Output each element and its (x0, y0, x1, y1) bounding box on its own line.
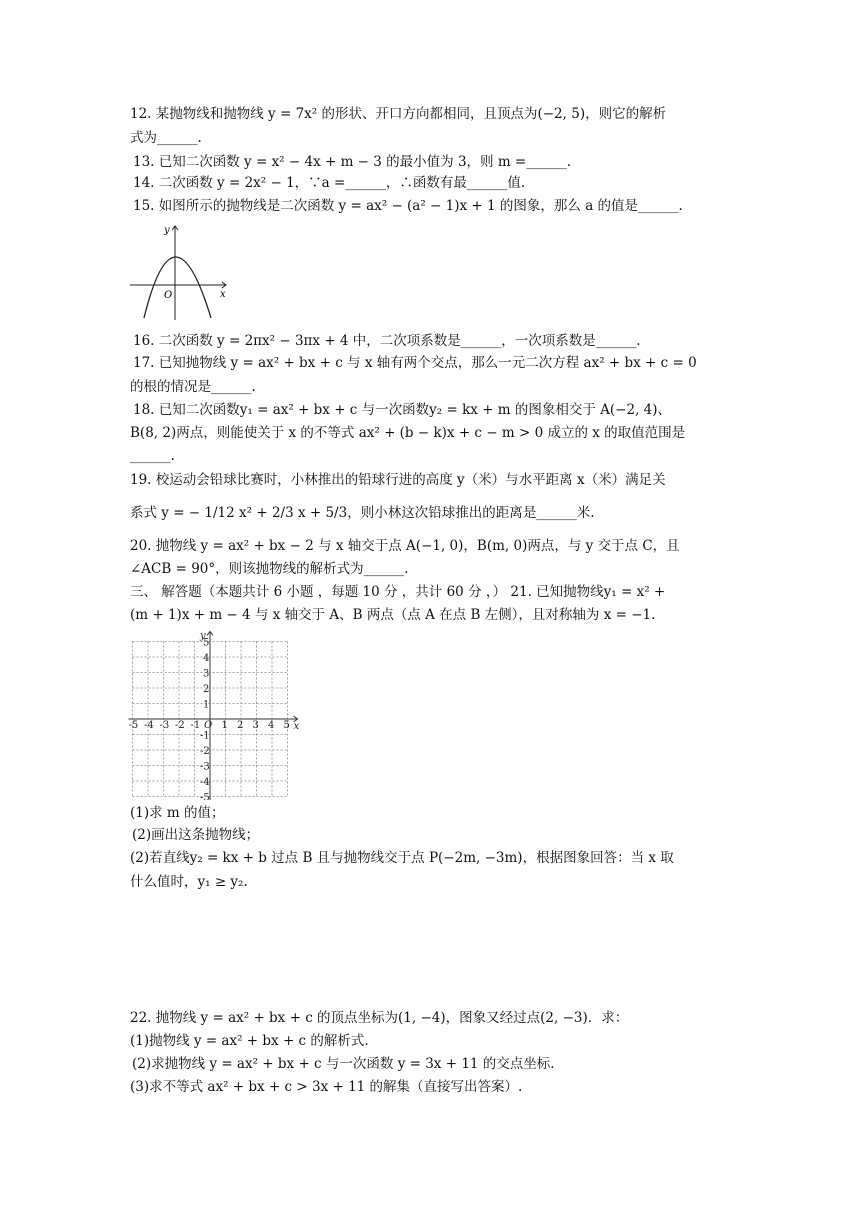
q22-part2: (2)求抛物线 y = ax² + bx + c 与一次函数 y = 3x + 11 的交点坐标. (132, 1056, 555, 1072)
fig15-y-label: y (164, 225, 170, 236)
q18-line1: 18. 已知二次函数y₁ = ax² + bx + c 与一次函数y₂ = kx + m 的图象相交于 A(−2, 4)、 (133, 402, 672, 418)
q21-coordinate-grid (126, 626, 306, 800)
y-tick-label: -1 (200, 730, 210, 742)
x-tick-label: 3 (252, 720, 259, 731)
x-tick-label: 2 (237, 720, 244, 731)
x-tick-label: 5 (283, 720, 290, 731)
section3-line2: (m + 1)x + m − 4 与 x 轴交于 A、B 两点（点 A 在点 B 左侧），且对称轴为 x = −1. (130, 607, 656, 623)
x-tick-label: 1 (221, 720, 228, 731)
q12-line1: 12. 某抛物线和抛物线 y = 7x² 的形状、开口方向都相同，且顶点为(−2, 5)，则它的解析 (130, 106, 667, 122)
y-tick-label: -5 (200, 792, 210, 800)
q19-line2: 系式 y = − 1/12 x² + 2/3 x + 5/3，则小林这次铅球推出的距离是______米. (130, 505, 595, 521)
q17-line1: 17. 已知抛物线 y = ax² + bx + c 与 x 轴有两个交点，那么一元二次方程 ax² + bx + c = 0 (133, 355, 697, 371)
q14: 14. 二次函数 y = 2x² − 1，∵a =______，∴函数有最______值. (133, 175, 526, 191)
q18-line2: B(8, 2)两点，则能使关于 x 的不等式 ax² + (b − k)x + c − m > 0 成立的 x 的取值范围是 (130, 425, 686, 441)
q13: 13. 已知二次函数 y = x² − 4x + m − 3 的最小值为 3，则 m =______. (133, 154, 572, 170)
q19-line1: 19. 校运动会铅球比赛时，小林推出的铅球行进的高度 y（米）与水平距离 x（米）满足关 (130, 472, 666, 488)
grid-y-label: y (200, 630, 206, 642)
y-tick-label: 1 (203, 699, 210, 711)
q21-part3-line2: 什么值时，y₁ ≥ y₂. (130, 874, 248, 890)
fig15-parabola (144, 257, 211, 318)
y-tick-label: -2 (200, 746, 210, 757)
y-tick-label: -4 (200, 777, 210, 788)
q21-part2: (2)画出这条抛物线； (132, 827, 260, 843)
grid-x-label: x (293, 721, 300, 732)
q12-line2: 式为______. (130, 130, 202, 146)
grid-origin-label: O (204, 720, 213, 731)
x-tick-label: -2 (175, 720, 185, 731)
x-tick-label: 4 (268, 720, 275, 731)
y-tick-label: 5 (203, 637, 210, 649)
y-tick-label: -3 (200, 761, 210, 773)
y-tick-label: 4 (203, 653, 210, 664)
q22-part3: (3)求不等式 ax² + bx + c > 3x + 11 的解集（直接写出答案）. (130, 1079, 523, 1095)
q16: 16. 二次函数 y = 2πx² − 3πx + 4 中，二次项系数是______，一次项系数是______. (133, 333, 641, 349)
fig15-x-label: x (220, 289, 226, 300)
x-tick-label: -3 (159, 720, 170, 731)
y-tick-label: 2 (203, 684, 210, 695)
q17-line2: 的根的情况是______. (130, 379, 256, 395)
q15: 15. 如图所示的抛物线是二次函数 y = ax² − (a² − 1)x + 1 的图象，那么 a 的值是______. (133, 198, 683, 214)
y-tick-label: 3 (203, 668, 210, 680)
q20-line1: 20. 抛物线 y = ax² + bx − 2 与 x 轴交于点 A(−1, 0)，B(m, 0)两点，与 y 交于点 C，且 (130, 538, 680, 554)
q20-line2: ∠ACB = 90°，则该抛物线的解析式为______. (130, 561, 409, 577)
q21-part1: (1)求 m 的值； (130, 805, 225, 821)
fig15-origin: O (164, 290, 173, 301)
q22-part1: (1)抛物线 y = ax² + bx + c 的解析式. (130, 1033, 369, 1049)
q22-line1: 22. 抛物线 y = ax² + bx + c 的顶点坐标为(1, −4)，图象又经过点(2, −3)．求： (130, 1010, 629, 1026)
section3-line1: 三、 解答题（本题共计 6 小题 ，每题 10 分 ，共计 60 分 ，） 21. 已知抛物线y₁ = x² + (130, 584, 666, 600)
q18-line3: ______. (130, 448, 175, 464)
x-tick-label: -1 (190, 720, 201, 731)
q15-parabola-figure (126, 222, 236, 322)
x-tick-label: -5 (128, 720, 139, 731)
x-tick-label: -4 (144, 720, 154, 731)
q21-part3-line1: (2)若直线y₂ = kx + b 过点 B 且与抛物线交于点 P(−2m, −3m)，根据图象回答：当 x 取 (130, 850, 674, 866)
